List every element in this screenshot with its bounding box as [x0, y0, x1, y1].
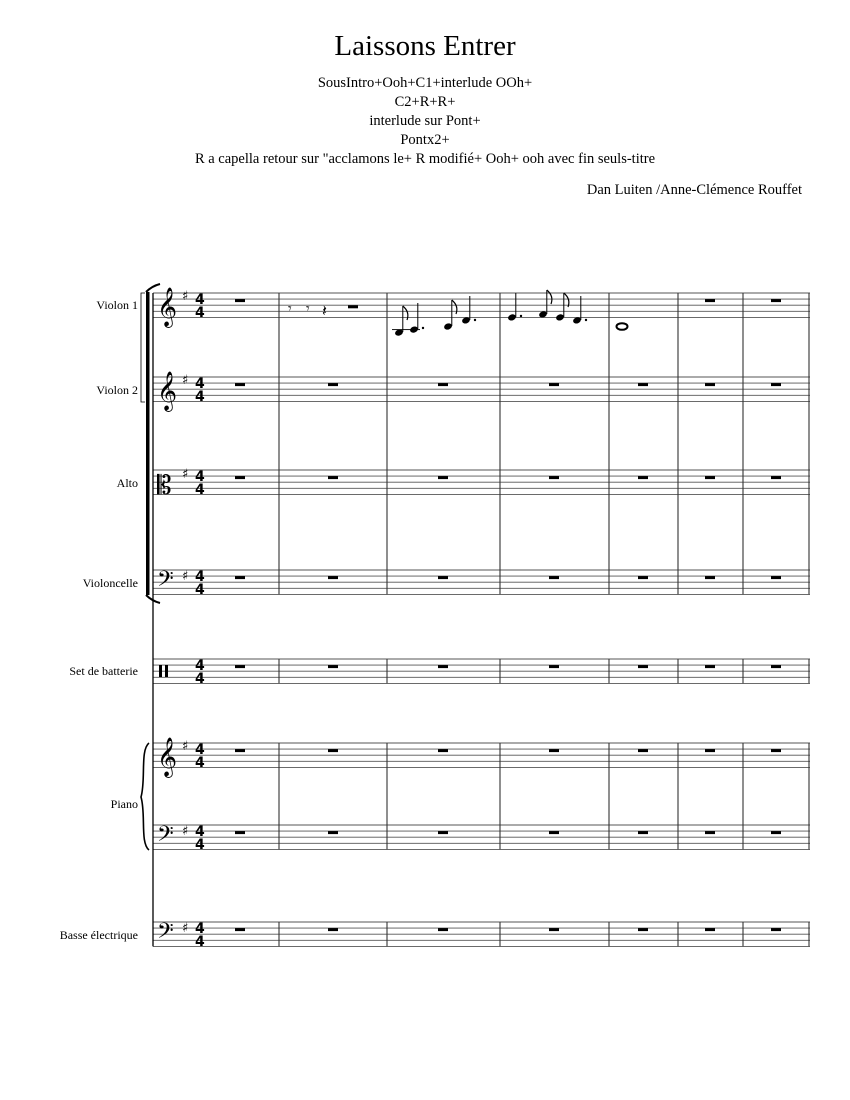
instrument-label-piano: Piano — [110, 797, 138, 811]
svg-text:♯: ♯ — [182, 467, 189, 482]
composer: Dan Luiten /Anne-Clémence Rouffet — [586, 182, 802, 198]
bass-clef-icon: 𝄢 — [157, 567, 174, 597]
bass-clef-icon: 𝄢 — [157, 919, 174, 949]
instrument-label-drums: Set de batterie — [69, 664, 138, 678]
instrument-label-violoncelle: Violoncelle — [82, 576, 138, 590]
violon1-measure-3 — [392, 296, 476, 337]
staff-piano-rh — [153, 743, 810, 767]
treble-clef-icon: 𝄞 — [157, 737, 178, 777]
piano-brace — [141, 743, 149, 850]
subtitle-line-2: C2+R+R+ — [394, 94, 456, 110]
subtitle-line-1: SousIntro+Ooh+C1+interlude OOh+ — [317, 75, 533, 91]
svg-text:♯: ♯ — [182, 373, 189, 388]
treble-clef-icon: 𝄞 — [157, 371, 178, 411]
violon1-measure-4 — [507, 290, 587, 325]
svg-text:♯: ♯ — [182, 739, 189, 754]
treble-clef-icon: 𝄞 — [157, 287, 178, 327]
staff-piano-lh — [153, 825, 810, 849]
svg-text:♯: ♯ — [182, 289, 189, 304]
svg-text:𝄽: 𝄽 — [322, 301, 327, 320]
score-system: 4 4 𝄞 𝄞 𝄞 𝄡 𝄢 𝄢 𝄢 ♯ ♯ ♯ ♯ ♯ ♯ ♯ 𝄾 𝄾 𝄽 — [0, 0, 850, 1100]
staff-drums — [153, 659, 810, 683]
barlines — [279, 293, 809, 946]
alto-clef-icon: 𝄡 — [157, 471, 172, 501]
whole-rests — [235, 299, 781, 931]
staff-violoncelle — [153, 570, 810, 594]
staff-bass — [153, 922, 810, 946]
svg-text:𝄾: 𝄾 — [288, 301, 292, 317]
svg-text:♯: ♯ — [182, 921, 189, 936]
clefs-and-signatures — [157, 287, 205, 950]
svg-text:𝄾: 𝄾 — [306, 301, 310, 317]
instrument-label-violon-2: Violon 2 — [96, 383, 138, 397]
instrument-label-alto: Alto — [116, 476, 138, 490]
subtitle-line-4: Pontx2+ — [400, 132, 450, 148]
subtitle-line-5: R a capella retour sur "acclamons le+ R modifié+ Ooh+ ooh avec fin seuls-titre — [194, 151, 656, 167]
instrument-label-violon-1: Violon 1 — [96, 298, 138, 312]
staff-violon-1 — [153, 293, 810, 317]
svg-text:♯: ♯ — [182, 824, 189, 839]
instrument-label-bass: Basse électrique — [59, 928, 138, 942]
subtitle-line-3: interlude sur Pont+ — [369, 113, 481, 129]
bracket-strings — [141, 284, 160, 603]
percussion-clef-icon — [159, 665, 162, 677]
svg-text:♯: ♯ — [182, 569, 189, 584]
bass-clef-icon: 𝄢 — [157, 822, 174, 852]
score-title: Laissons Entrer — [334, 30, 516, 62]
staff-alto — [153, 470, 810, 494]
staff-violon-2 — [153, 377, 810, 401]
violon1-measure-5 — [617, 323, 628, 330]
